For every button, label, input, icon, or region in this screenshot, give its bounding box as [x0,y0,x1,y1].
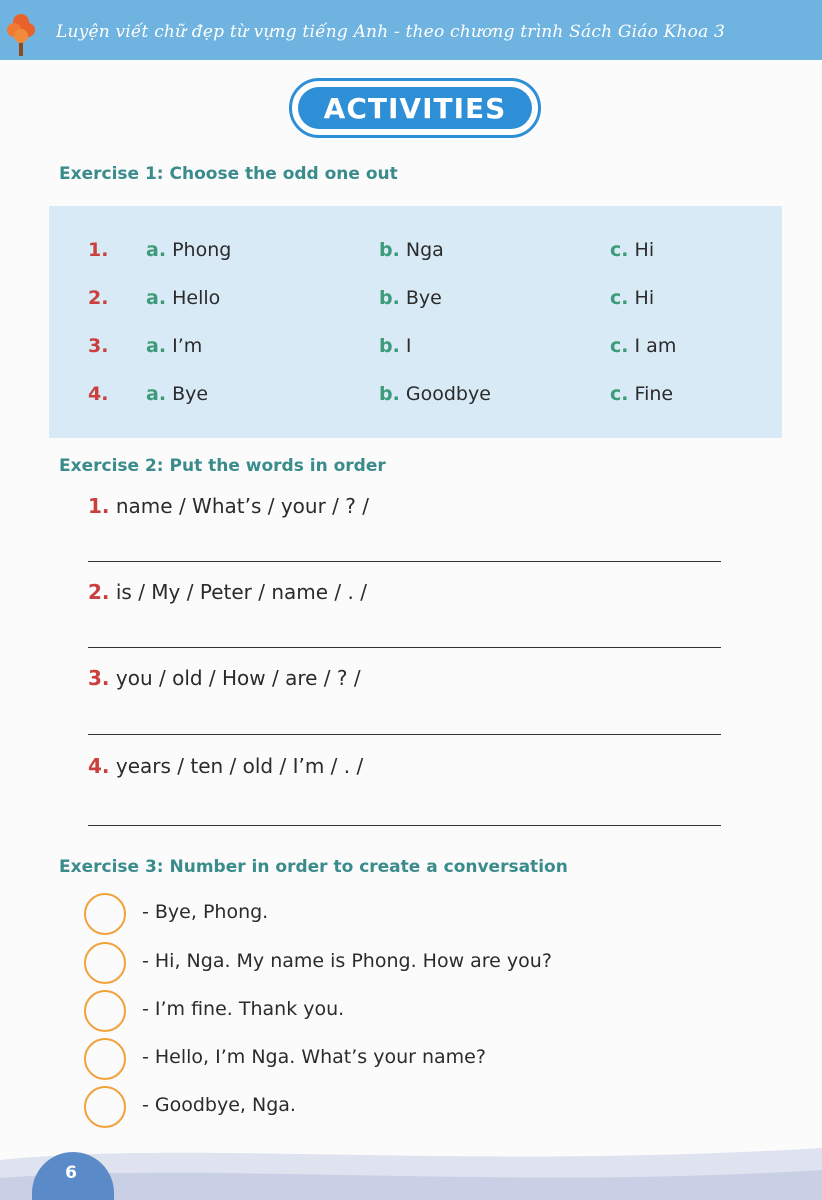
conversation-text: - Hello, I’m Nga. What’s your name? [142,1046,486,1068]
word-order-prompt [88,494,369,518]
exercise-1-row [49,239,782,269]
conversation-text: - Goodbye, Nga. [142,1094,296,1116]
option-a[interactable] [146,383,208,405]
exercise-1-row [49,335,782,365]
order-number-circle[interactable] [84,893,126,935]
option-text: Nga [405,239,444,261]
page-number [32,1163,112,1183]
option-letter: b. [379,335,400,357]
question-number: 3. [88,666,110,690]
word-order-prompt [88,580,367,604]
page-number-text: 6 [65,1163,77,1183]
question-number: 2. [88,580,110,604]
option-a[interactable] [146,335,202,357]
option-letter: c. [610,287,629,309]
tree-icon [4,8,38,58]
conversation-line [84,1038,684,1080]
exercise-1-row [49,383,782,413]
option-text: Goodbye [405,383,491,405]
order-number-circle[interactable] [84,990,126,1032]
prompt-text: years / ten / old / I’m / . / [115,754,364,778]
exercise-2-title: Exercise 2: Put the words in order [59,456,386,476]
option-text: I am [634,335,677,357]
answer-line[interactable] [88,647,721,648]
exercise-3-title: Exercise 3: Number in order to create a conversation [59,857,568,877]
answer-line[interactable] [88,825,721,826]
option-text: Fine [634,383,674,405]
option-c[interactable] [610,383,673,405]
conversation-line [84,1086,684,1128]
option-text: Bye [172,383,209,405]
option-letter: b. [379,287,400,309]
order-number-circle[interactable] [84,942,126,984]
conversation-text: - I’m fine. Thank you. [142,998,345,1020]
conversation-text: - Hi, Nga. My name is Phong. How are you? [142,950,552,972]
question-number: 3. [88,335,109,357]
activities-title: ACTIVITIES [323,91,507,125]
question-number: 2. [88,287,109,309]
option-letter: c. [610,239,629,261]
option-text: I [405,335,412,357]
activities-banner-fill [298,87,532,129]
option-text: Hello [172,287,221,309]
conversation-line [84,942,684,984]
option-letter: b. [379,239,400,261]
option-letter: a. [146,287,167,309]
prompt-text: you / old / How / are / ? / [115,666,361,690]
option-letter: a. [146,383,167,405]
option-text: I’m [172,335,203,357]
option-c[interactable] [610,287,654,309]
option-b[interactable] [379,383,491,405]
answer-line[interactable] [88,734,721,735]
option-c[interactable] [610,239,654,261]
option-a[interactable] [146,239,231,261]
question-number: 1. [88,239,109,261]
conversation-text: - Bye, Phong. [142,901,269,923]
question-number: 1. [88,494,110,518]
option-text: Hi [634,239,655,261]
word-order-prompt [88,754,363,778]
exercise-1-row [49,287,782,317]
option-letter: a. [146,335,167,357]
option-a[interactable] [146,287,220,309]
option-letter: b. [379,383,400,405]
option-text: Bye [405,287,442,309]
option-letter: c. [610,383,629,405]
order-number-circle[interactable] [84,1038,126,1080]
exercise-1-title: Exercise 1: Choose the odd one out [59,164,398,184]
question-number: 4. [88,754,110,778]
header-title: Luyện viết chữ đẹp từ vựng tiếng Anh - theo chương trình Sách Giáo Khoa 3 [56,22,726,42]
option-b[interactable] [379,239,444,261]
option-b[interactable] [379,335,411,357]
exercise-1-box [49,206,782,438]
order-number-circle[interactable] [84,1086,126,1128]
question-number: 4. [88,383,109,405]
bottom-wave-decoration [0,1140,822,1200]
option-text: Phong [172,239,232,261]
prompt-text: name / What’s / your / ? / [115,494,369,518]
conversation-line [84,893,684,935]
option-text: Hi [634,287,655,309]
conversation-line [84,990,684,1032]
option-c[interactable] [610,335,676,357]
activities-banner [289,78,541,138]
option-letter: c. [610,335,629,357]
option-letter: a. [146,239,167,261]
option-b[interactable] [379,287,442,309]
word-order-prompt [88,666,361,690]
answer-line[interactable] [88,561,721,562]
prompt-text: is / My / Peter / name / . / [115,580,367,604]
